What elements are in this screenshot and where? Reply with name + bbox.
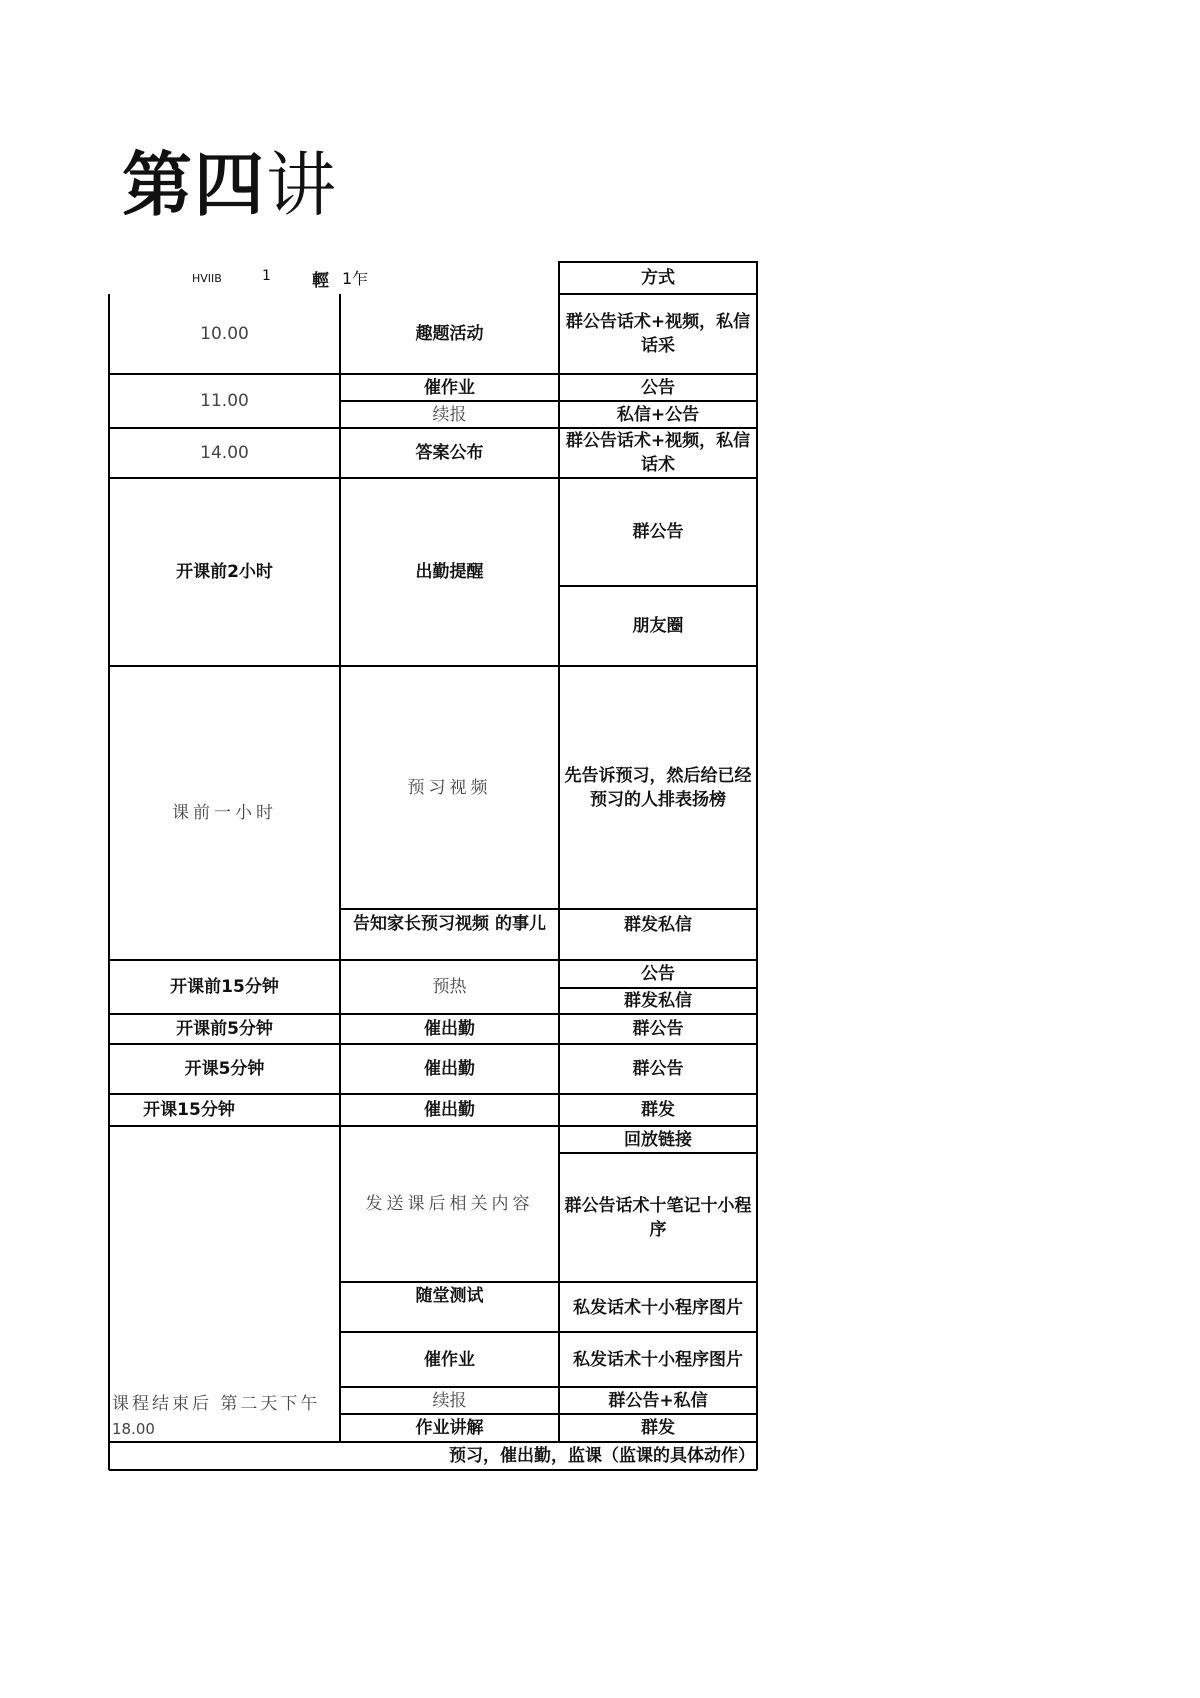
method-5: 群公告: [632, 522, 684, 542]
method-9: 公告: [641, 964, 675, 984]
time-1000: 10.00: [200, 324, 249, 344]
time-end-clock: 18.00: [112, 1420, 155, 1438]
method-3: 私信+公告: [616, 404, 700, 425]
item-urge-homework-2: 催作业: [424, 1349, 475, 1370]
method-16: 私发话术十小程序图片: [573, 1298, 743, 1318]
item-urge-attend-3: 催出勤: [424, 1100, 475, 1120]
header-label-c: 輕: [312, 271, 329, 291]
method-10: 群发私信: [624, 991, 692, 1011]
method-12: 群公告: [632, 1059, 684, 1079]
time-before-2h: 开课前2小时: [176, 562, 273, 582]
method-7: 先告诉预习，然后给已经预习的人排表扬榜: [564, 765, 752, 810]
title-part2: 讲: [266, 144, 338, 226]
method-6: 朋友圈: [632, 616, 684, 636]
method-19: 群发: [641, 1418, 675, 1438]
header-label-b: 1: [262, 268, 271, 284]
item-urge-attend-1: 催出勤: [424, 1019, 475, 1039]
item-fun: 趣题活动: [415, 324, 484, 344]
item-urge-homework: 催作业: [424, 377, 475, 398]
time-end: [112, 1392, 338, 1416]
header-label-d: 1乍: [342, 269, 369, 288]
method-13: 群发: [641, 1100, 675, 1120]
item-urge-attend-2: 催出勤: [424, 1059, 475, 1079]
footer-note: 预习，催出勤，监课（监课的具体动作）: [449, 1446, 755, 1466]
header-label-a: HVIIB: [192, 272, 222, 285]
method-2: 公告: [641, 377, 675, 398]
method-4: 群公告话术+视频，私信话术: [565, 431, 751, 475]
item-attendance-reminder: 出勤提醒: [415, 562, 484, 582]
method-17: 私发话术十小程序图片: [573, 1349, 743, 1370]
item-tell-parent: 告知家长预习视频 的事儿: [353, 914, 546, 934]
method-1: 群公告话术+视频，私信话采: [565, 312, 751, 356]
item-send-after: 发送课后相关内容: [365, 1194, 534, 1214]
time-after-5: 开课5分钟: [184, 1059, 265, 1079]
method-15: 群公告话术十笔记十小程序: [564, 1195, 752, 1240]
item-renew-2: 续报: [432, 1390, 467, 1411]
time-end-label: 课程结束后 第二天下午: [112, 1394, 321, 1414]
time-1100: 11.00: [200, 391, 249, 411]
item-quiz: 随堂测试: [415, 1286, 484, 1306]
method-18: 群公告+私信: [608, 1390, 708, 1411]
time-1400: 14.00: [200, 443, 249, 463]
method-11: 群公告: [632, 1019, 684, 1039]
time-after-15: 开课15分钟: [143, 1100, 235, 1120]
item-warmup: 预热: [432, 977, 467, 997]
item-answer: 答案公布: [415, 443, 484, 463]
method-header: 方式: [641, 268, 675, 288]
time-before-5: 开课前5分钟: [176, 1019, 273, 1039]
item-renew: 续报: [432, 404, 467, 425]
title-part1: 第四: [122, 144, 266, 226]
item-homework-explain: 作业讲解: [415, 1418, 484, 1438]
time-before-15: 开课前15分钟: [170, 977, 279, 997]
method-8: 群发私信: [624, 915, 692, 935]
time-before-1h: 课前一小时: [172, 803, 277, 823]
item-preview-video: 预习视频: [407, 777, 492, 798]
method-14: 回放链接: [624, 1129, 692, 1150]
